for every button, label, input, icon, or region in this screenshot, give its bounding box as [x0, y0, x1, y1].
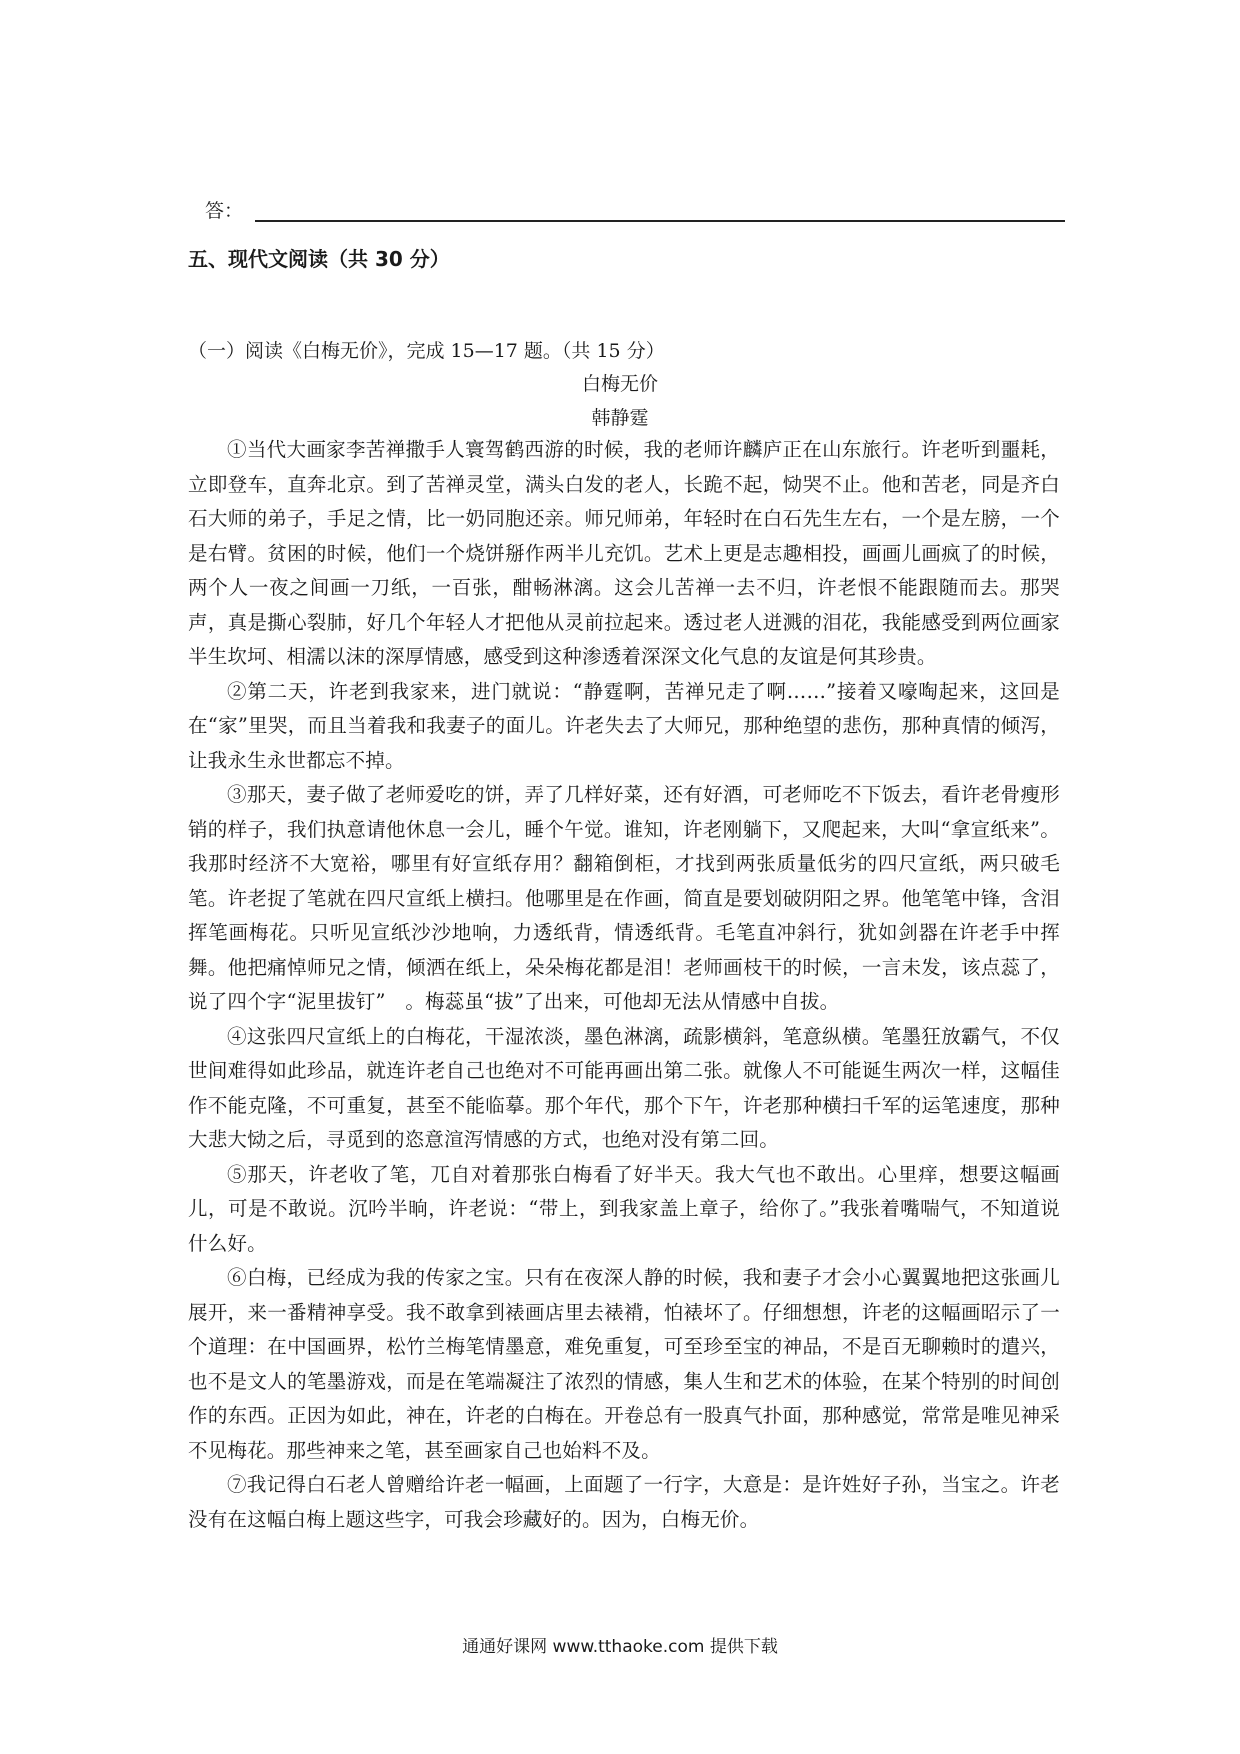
answer-blank-line: [255, 220, 1065, 222]
answer-label: 答：: [205, 200, 244, 222]
paragraph-1: ①当代大画家李苦禅撒手人寰驾鹤西游的时候，我的老师许麟庐正在山东旅行。许老听到噩耗，立即登车，直奔北京。到了苦禅灵堂，满头白发的老人，长跪不起，恸哭不止。他和苦老，同是齐白石大师的弟子，手足之情，比一奶同胞还亲。师兄师弟，年轻时在白石先生左右，一个是左膀，一个是右臂。贫困的时候，他们一个烧饼掰作两半儿充饥。艺术上更是志趣相投，画画儿画疯了的时候，两个人一夜之间画一刀纸，一百张，酣畅淋漓。这会儿苦禅一去不归，许老恨不能跟随而去。那哭声，真是撕心裂肺，好几个年轻人才把他从灵前拉起来。透过老人迸溅的泪花，我能感受到两位画家半生坎坷、相濡以沫的深厚情感，感受到这种渗透着深深文化气息的友谊是何其珍贵。: [188, 438, 1060, 668]
footer-credit: 通通好课网 www.tthaoke.com 提供下载: [462, 1637, 778, 1657]
subsection-instruction: （一）阅读《白梅无价》，完成 15—17 题。（共 15 分）: [188, 340, 665, 362]
paragraph-7: ⑦我记得白石老人曾赠给许老一幅画，上面题了一行字，大意是：是许姓好子孙，当宝之。许老没有在这幅白梅上题这些字，可我会珍藏好的。因为，白梅无价。: [188, 1473, 1060, 1531]
paragraph-2: ②第二天，许老到我家来，进门就说：“静霆啊，苦禅兄走了啊……”接着又嚎啕起来，这回是在“家”里哭，而且当着我和我妻子的面儿。许老失去了大师兄，那种绝望的悲伤，那种真情的倾泻，让我永生永世都忘不掉。: [188, 679, 1060, 772]
section-title: 五、现代文阅读（共 30 分）: [188, 247, 450, 271]
answer-row: [205, 196, 1065, 226]
paragraph-3: ③那天，妻子做了老师爱吃的饼，弄了几样好菜，还有好酒，可老师吃不下饭去，看许老骨瘦形销的样子，我们执意请他休息一会儿，睡个午觉。谁知，许老刚躺下，又爬起来，大叫“拿宣纸来”。我那时经济不大宽裕，哪里有好宣纸存用？翻箱倒柜，才找到两张质量低劣的四尺宣纸，两只破毛笔。许老捉了笔就在四尺宣纸上横扫。他哪里是在作画，简直是要划破阴阳之界。他笔笔中锋，含泪挥笔画梅花。只听见宣纸沙沙地响，力透纸背，情透纸背。毛笔直冲斜行，犹如剑器在许老手中挥舞。他把痛悼师兄之情，倾洒在纸上，朵朵梅花都是泪！老师画枝干的时候，一言未发，该点蕊了，说了四个字“泥里拔钉” 。梅蕊虽“拔”了出来，可他却无法从情感中自拔。: [188, 783, 1060, 1013]
passage-body: [188, 433, 1060, 1537]
paragraph-5: ⑤那天，许老收了笔，兀自对着那张白梅看了好半天。我大气也不敢出。心里痒，想要这幅画儿，可是不敢说。沉吟半晌，许老说：“带上，到我家盖上章子，给你了。”我张着嘴喘气，不知道说什么好。: [188, 1162, 1060, 1255]
paragraph-4: ④这张四尺宣纸上的白梅花，干湿浓淡，墨色淋漓，疏影横斜，笔意纵横。笔墨狂放霸气，不仅世间难得如此珍品，就连许老自己也绝对不可能再画出第二张。就像人不可能诞生两次一样，这幅佳作不能克隆，不可重复，甚至不能临摹。那个年代，那个下午，许老那种横扫千军的运笔速度，那种大悲大恸之后，寻觅到的恣意渲泻情感的方式，也绝对没有第二回。: [188, 1024, 1060, 1151]
passage-title: 白梅无价: [581, 373, 658, 395]
paragraph-6: ⑥白梅，已经成为我的传家之宝。只有在夜深人静的时候，我和妻子才会小心翼翼地把这张画儿展开，来一番精神享受。我不敢拿到裱画店里去裱褙，怕裱坏了。仔细想想，许老的这幅画昭示了一个道理：在中国画界，松竹兰梅笔情墨意，难免重复，可至珍至宝的神品，不是百无聊赖时的遣兴，也不是文人的笔墨游戏，而是在笔端凝注了浓烈的情感，集人生和艺术的体验，在某个特别的时间创作的东西。正因为如此，神在，许老的白梅在。开卷总有一股真气扑面，那种感觉，常常是唯见神采不见梅花。那些神来之笔，甚至画家自己也始料不及。: [188, 1266, 1060, 1462]
passage-author: 韩静霆: [591, 407, 649, 429]
